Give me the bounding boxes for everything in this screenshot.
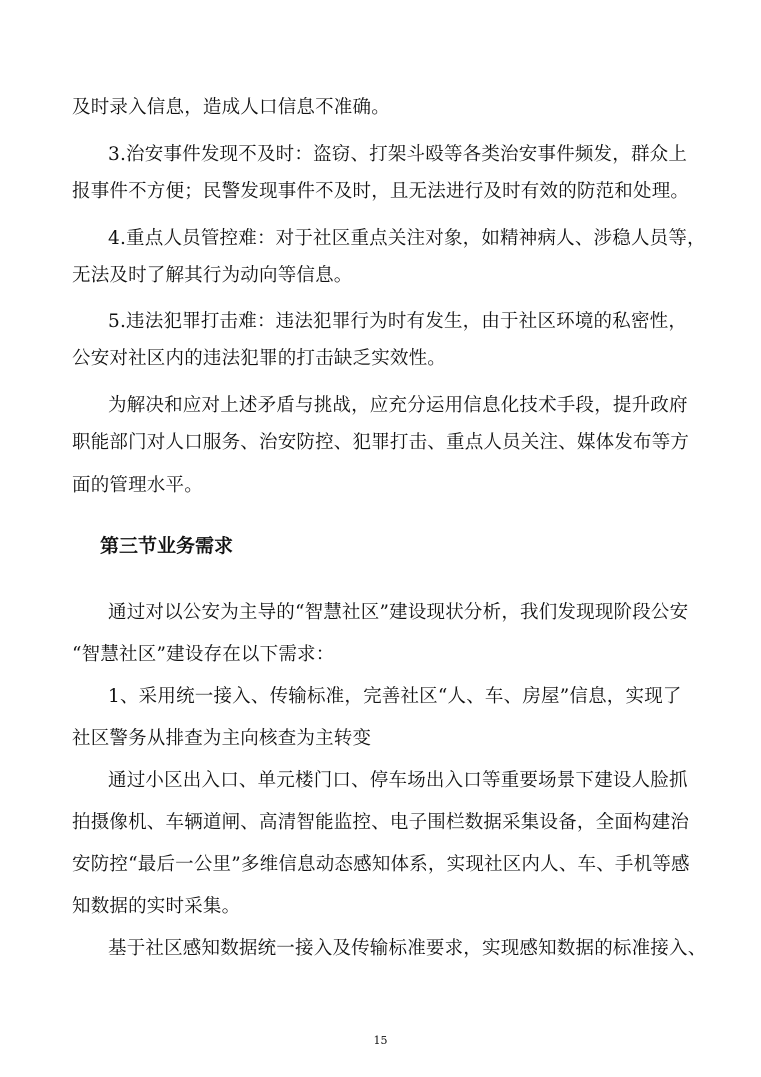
list-item-4-line-1: 4.重点人员管控难：对于社区重点关注对象，如精神病人、涉稳人员等， <box>108 228 706 249</box>
summary-line-3: 面的管理水平。 <box>72 475 203 496</box>
body-text-line: 及时录入信息，造成人口信息不准确。 <box>72 97 390 118</box>
list-item-3-line-2: 报事件不方便；民警发现事件不及时，且无法进行及时有效的防范和处理。 <box>72 181 690 202</box>
paragraph-2-line-1: 基于社区感知数据统一接入及传输标准要求，实现感知数据的标准接入、 <box>108 938 707 959</box>
list-item-3-line-1: 3.治安事件发现不及时：盗窃、打架斗殴等各类治安事件频发，群众上 <box>108 144 688 165</box>
summary-line-1: 为解决和应对上述矛盾与挑战，应充分运用信息化技术手段，提升政府 <box>108 395 688 416</box>
intro-line-1: 通过对以公安为主导的“智慧社区”建设现状分析，我们发现现阶段公安 <box>108 602 689 623</box>
summary-line-2: 职能部门对人口服务、治安防控、犯罪打击、重点人员关注、媒体发布等方 <box>72 432 690 453</box>
list-item-5-line-1: 5.违法犯罪打击难：违法犯罪行为时有发生，由于社区环境的私密性， <box>108 311 688 332</box>
requirement-1-line-1: 1、采用统一接入、传输标准，完善社区“人、车、房屋”信息，实现了 <box>108 686 682 707</box>
list-item-4-line-2: 无法及时了解其行为动向等信息。 <box>72 265 353 286</box>
list-item-5-line-2: 公安对社区内的违法犯罪的打击缺乏实效性。 <box>72 348 447 369</box>
paragraph-1-line-4: 知数据的实时采集。 <box>72 896 241 917</box>
paragraph-1-line-1: 通过小区出入口、单元楼门口、停车场出入口等重要场景下建设人脸抓 <box>108 770 688 791</box>
requirement-1-line-2: 社区警务从排查为主向核查为主转变 <box>72 728 372 749</box>
section-heading: 第三节业务需求 <box>100 535 234 557</box>
paragraph-1-line-3: 安防控“最后一公里”多维信息动态感知体系，实现社区内人、车、手机等感 <box>72 854 690 875</box>
paragraph-1-line-2: 拍摄像机、车辆道闸、高清智能监控、电子围栏数据采集设备，全面构建治 <box>72 812 690 833</box>
intro-line-2: “智慧社区”建设存在以下需求： <box>72 644 335 665</box>
page-number: 15 <box>373 1034 388 1047</box>
